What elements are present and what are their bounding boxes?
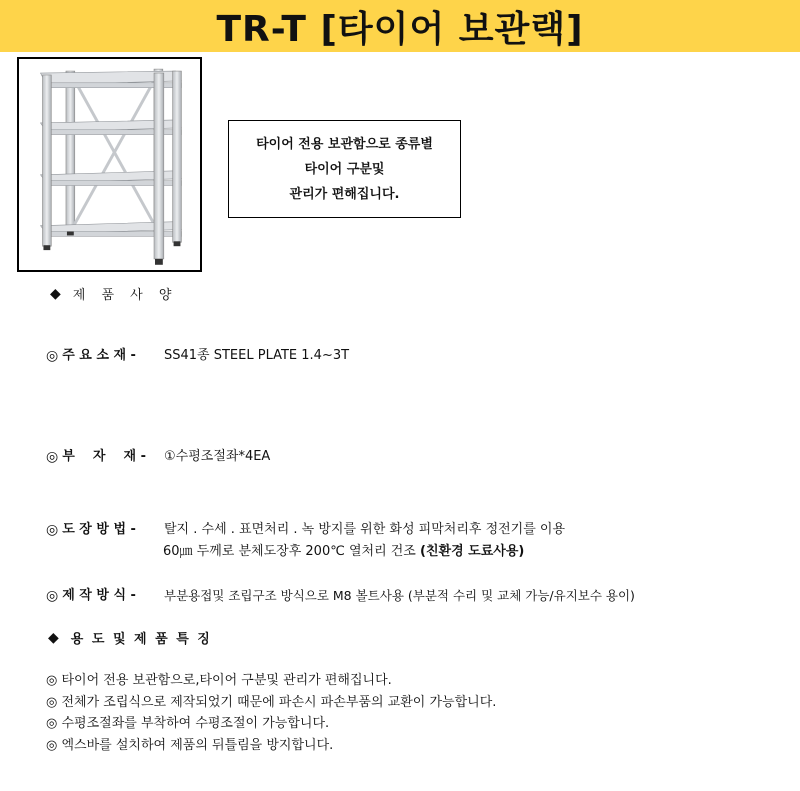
description-line: 타이어 전용 보관함으로 종류별 (256, 136, 433, 152)
feature-list (46, 670, 496, 756)
spec-label (46, 345, 164, 367)
spec-label (46, 585, 164, 607)
spec-value: ①수평조절좌*4EA (164, 449, 271, 464)
coating-line-2 (163, 541, 565, 563)
double-circle-icon: ◎ (46, 522, 59, 538)
spec-value: SS41종 STEEL PLATE 1.4~3T (164, 348, 350, 363)
list-item: ◎ 수평조절좌를 부착하여 수평조절이 가능합니다. (46, 716, 330, 731)
page-title: TR-T [타이어 보관랙] (216, 8, 584, 50)
product-photo (17, 57, 202, 272)
title-bar (0, 0, 800, 52)
description-line: 관리가 편해집니다. (289, 186, 400, 202)
spec-label (46, 519, 164, 563)
spec-row-accessory (46, 446, 270, 468)
coating-line-1: 탈지 . 수세 . 표면처리 . 녹 방지를 위한 화성 피막처리후 정전기를 이용 (164, 522, 566, 537)
product-spec-heading (50, 284, 177, 303)
double-circle-icon: ◎ (46, 588, 59, 604)
diamond-icon: ◆ (48, 629, 59, 646)
usage-heading-label: 용 도 및 제 품 특 징 (70, 632, 212, 647)
spec-label-text: 부 자 재 - (62, 449, 147, 464)
spec-label-text: 제 작 방 식 - (62, 588, 136, 603)
eco-paint-note: (친환경 도료사용) (420, 544, 525, 559)
tire-rack-illustration (19, 59, 200, 270)
spec-row-coating (46, 519, 565, 563)
spec-label (46, 446, 164, 468)
list-item: ◎ 전체가 조립식으로 제작되었기 때문에 파손시 파손부품의 교환이 가능합니다. (46, 694, 497, 710)
description-box (228, 120, 461, 218)
description-line: 타이어 구분및 (304, 161, 385, 177)
list-item: ◎ 타이어 전용 보관함으로,타이어 구분및 관리가 편해집니다. (46, 673, 392, 688)
spec-label-text: 도 장 방 법 - (62, 522, 136, 537)
product-spec-heading-label: 제 품 사 양 (72, 288, 178, 303)
diamond-icon: ◆ (50, 285, 61, 302)
spec-row-material (46, 345, 349, 367)
spec-value: 부분용접및 조립구조 방식으로 M8 볼트사용 (부분적 수리 및 교체 가능/유지보수 용이) (164, 588, 635, 603)
double-circle-icon: ◎ (46, 449, 59, 465)
usage-heading (48, 628, 212, 647)
double-circle-icon: ◎ (46, 348, 59, 364)
spec-value (164, 519, 565, 563)
list-item: ◎ 엑스바를 설치하여 제품의 뒤틀림을 방지합니다. (46, 737, 334, 753)
spec-label-text: 주 요 소 재 - (62, 348, 136, 363)
coating-line-2-text: 60㎛ 두께로 분체도장후 200℃ 열처리 건조 (163, 544, 421, 559)
spec-row-fabrication (46, 585, 635, 607)
